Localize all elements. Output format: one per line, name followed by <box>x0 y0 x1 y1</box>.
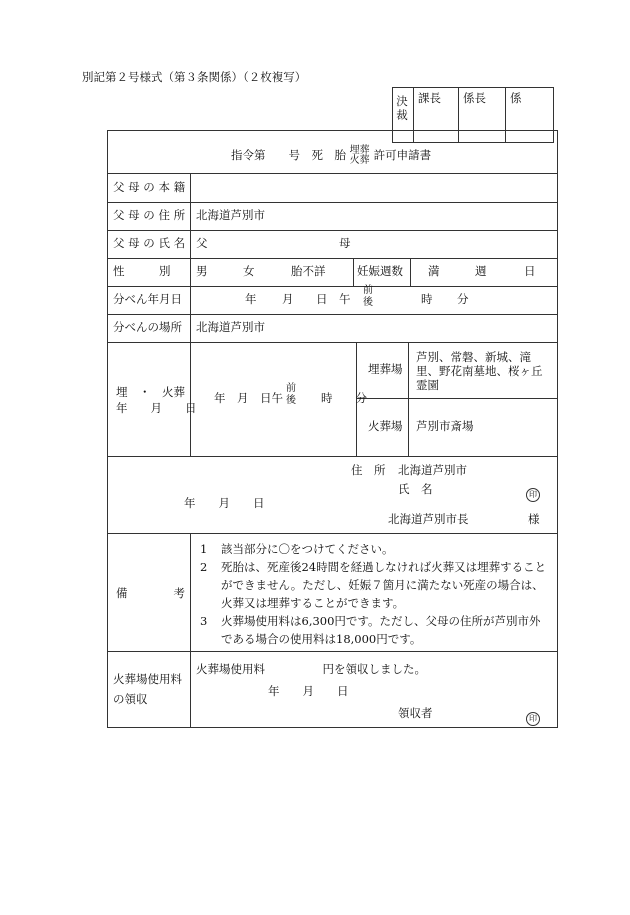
applicant-address-label: 住 所 <box>351 463 386 477</box>
value-crematorium: 芦別市斎場 <box>416 419 474 433</box>
addressee: 北海道芦別市長 <box>388 512 469 526</box>
applicant-seal-mark: 印 <box>526 482 540 502</box>
remark-3-line1: 火葬場使用料は6,300円です。ただし、父母の住所が芦別市外 <box>221 614 541 628</box>
remark-num-3: 3 <box>200 614 208 628</box>
father-label: 父 <box>196 236 208 250</box>
label-pregnancy-weeks: 妊娠週数 <box>357 264 403 278</box>
label-birth-date: 分べん年月日 <box>113 292 182 306</box>
remark-1: 該当部分に〇をつけてください。 <box>221 542 394 556</box>
pregnancy-week: 週 <box>475 264 487 278</box>
approval-col-kakari: 係 <box>506 88 554 143</box>
approval-col-kacho: 課長 <box>414 88 459 143</box>
burial-am: 前 <box>286 383 296 394</box>
birth-pm: 後 <box>363 297 373 308</box>
label-birth-place: 分べんの場所 <box>113 320 182 334</box>
label-parents-name: 父 母 の 氏 名 <box>113 236 186 250</box>
sex-male: 男 <box>196 264 208 278</box>
form-number: 別記第２号様式（第３条関係）（２枚複写） <box>82 70 307 84</box>
remark-3-line2: である場合の使用料は18,000円です。 <box>221 632 422 646</box>
remark-2-line2: ができません。ただし、妊娠７箇月に満たない死産の場合は、 <box>221 578 544 592</box>
mother-label: 母 <box>339 236 351 250</box>
label-crematorium: 火葬場 <box>368 419 403 433</box>
fee-receiver-label: 領収者 <box>398 706 433 720</box>
approval-label: 決裁 <box>393 88 414 143</box>
burial-time: 時 分 <box>321 391 367 405</box>
applicant-name-label: 氏 名 <box>398 482 433 496</box>
fee-received-text: 火葬場使用料 円を領収しました。 <box>196 662 426 676</box>
birth-day: 日 <box>316 292 328 306</box>
birth-ampm: 午 <box>339 292 351 306</box>
addressee-honorific: 様 <box>528 512 540 526</box>
remark-2-line3: 火葬又は埋葬することができます。 <box>221 596 405 610</box>
document-title: 指令第 号 死 胎 埋葬 火葬 許可申請書 <box>231 145 432 166</box>
burial-ground-line1: 芦別、常磐、新城、滝 <box>416 350 531 364</box>
birth-am: 前 <box>363 285 373 296</box>
label-burial-ground: 埋葬場 <box>368 362 403 376</box>
sex-female: 女 <box>243 264 255 278</box>
birth-hour: 時 <box>421 292 433 306</box>
value-parents-address: 北海道芦別市 <box>196 208 265 222</box>
approval-col-kakaricho: 係長 <box>459 88 506 143</box>
value-birth-place: 北海道芦別市 <box>196 320 265 334</box>
label-parents-domicile: 父 母 の 本 籍 <box>113 180 186 194</box>
remark-num-1: 1 <box>200 542 208 556</box>
label-fee-receipt-2: の領収 <box>113 692 148 706</box>
label-burial-date: 年 月 日 <box>116 401 197 415</box>
sex-unknown: 胎不詳 <box>291 264 326 278</box>
label-remarks: 備 考 <box>116 586 185 600</box>
applicant-date: 年 月 日 <box>184 496 265 510</box>
birth-minute: 分 <box>457 292 469 306</box>
fee-date: 年 月 日 <box>268 684 349 698</box>
burial-ground-line3: 霊園 <box>416 378 439 392</box>
burial-ground-line2: 里、野花南墓地、桜ヶ丘 <box>416 364 543 378</box>
label-burial-cremation: 埋 ・ 火葬 <box>116 385 185 399</box>
fee-receiver-seal-mark: 印 <box>526 706 540 726</box>
pregnancy-man: 満 <box>428 264 440 278</box>
burial-date: 年 月 日午 <box>214 391 283 405</box>
applicant-address-value: 北海道芦別市 <box>398 463 467 477</box>
pregnancy-day: 日 <box>524 264 536 278</box>
birth-year: 年 <box>245 292 257 306</box>
burial-pm: 後 <box>286 395 296 406</box>
birth-month: 月 <box>282 292 294 306</box>
remark-num-2: 2 <box>200 560 208 574</box>
label-parents-address: 父 母 の 住 所 <box>113 208 186 222</box>
remark-2-line1: 死胎は、死産後24時間を経過しなければ火葬又は埋葬すること <box>221 560 547 574</box>
label-fee-receipt-1: 火葬場使用料 <box>113 672 182 686</box>
label-sex: 性 別 <box>113 264 171 278</box>
